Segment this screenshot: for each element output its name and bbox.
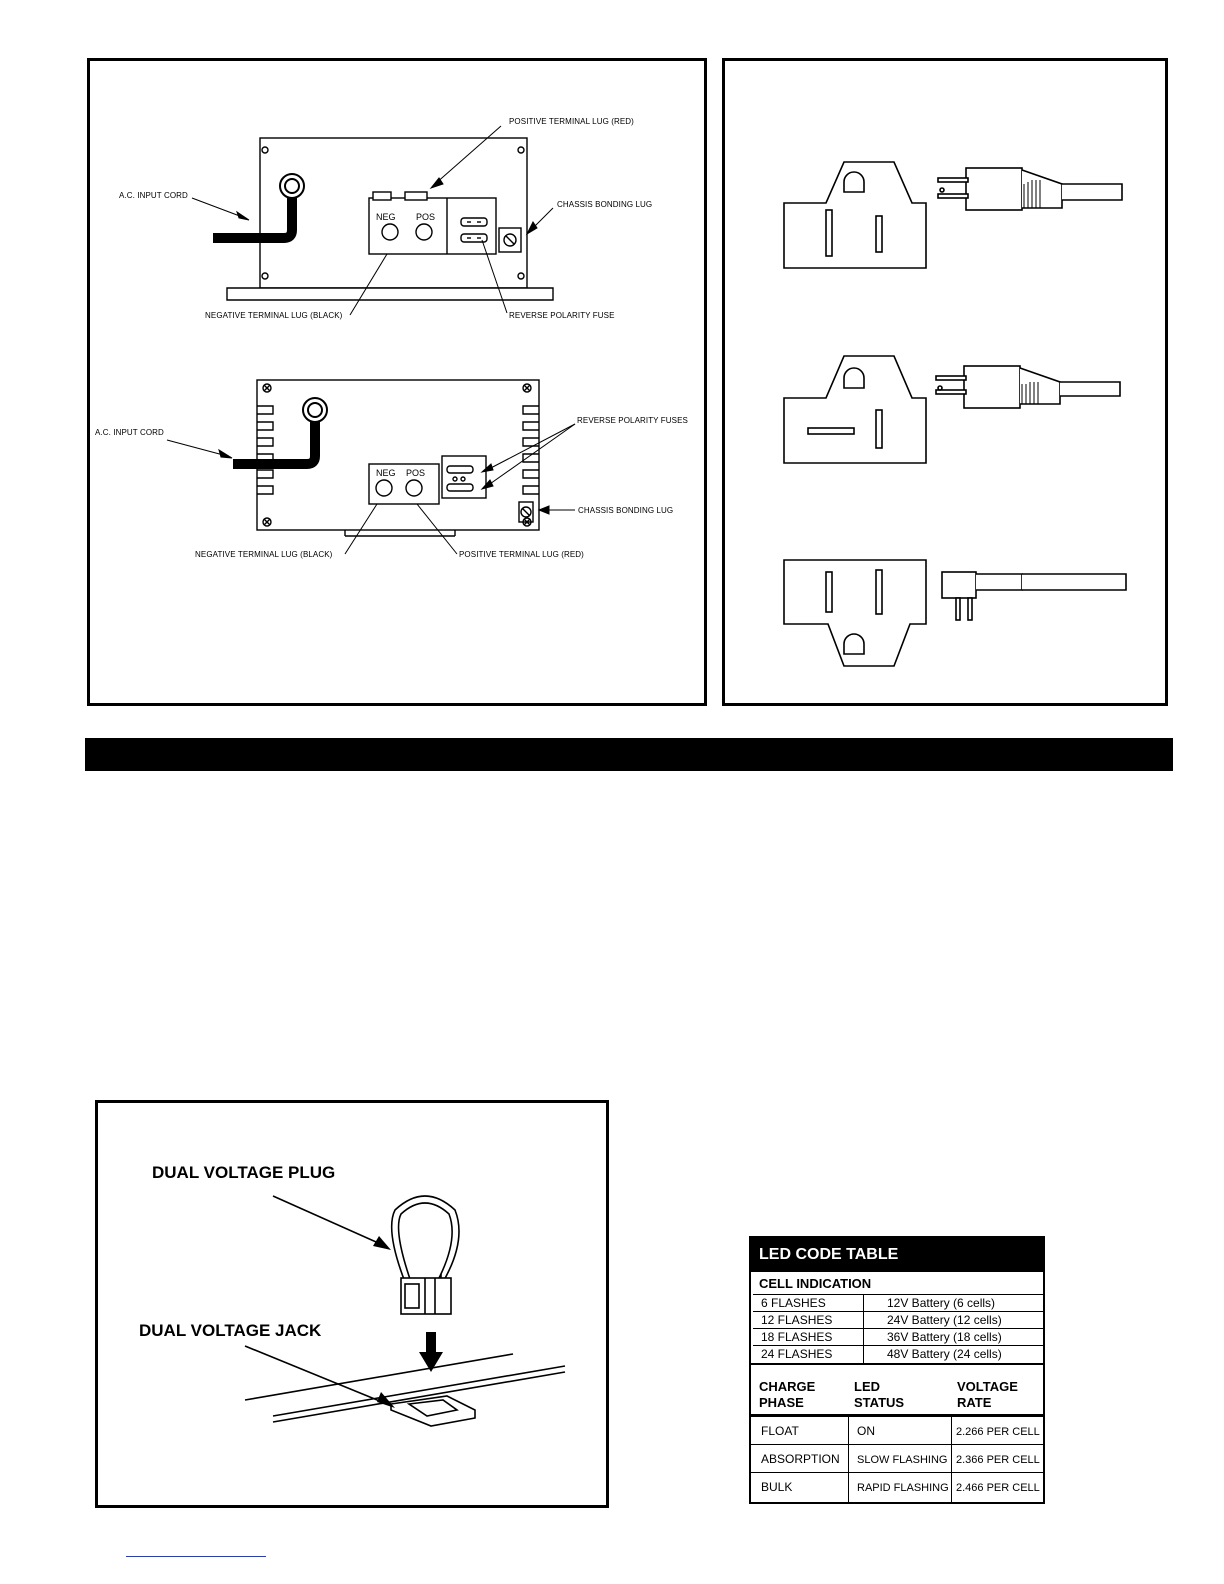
rate-cell: 2.466 PER CELL — [956, 1482, 1040, 1494]
dual-voltage-drawing — [95, 1100, 609, 1508]
table-row — [753, 1311, 1043, 1329]
table-row — [753, 1345, 1043, 1364]
battery-cell: 48V Battery (24 cells) — [887, 1347, 1002, 1361]
flashes-cell: 6 FLASHES — [761, 1296, 826, 1310]
plug-2 — [964, 366, 1020, 408]
phase-cell: ABSORPTION — [761, 1452, 840, 1466]
table-row — [751, 1444, 1043, 1473]
bottom-pos-label: POS — [406, 468, 426, 478]
led-table-title: LED CODE TABLE — [751, 1238, 1043, 1272]
top-reverse-fuse-label: REVERSE POLARITY FUSE — [509, 311, 615, 320]
bottom-ac-input-label: A.C. INPUT CORD — [95, 428, 164, 437]
bottom-negative-lug-label: NEGATIVE TERMINAL LUG (BLACK) — [195, 550, 333, 559]
battery-cell: 12V Battery (6 cells) — [887, 1296, 996, 1310]
table-row — [753, 1328, 1043, 1346]
col-voltage-rate: VOLTAGE RATE — [957, 1379, 1018, 1410]
table-row — [751, 1472, 1043, 1501]
flashes-cell: 18 FLASHES — [761, 1330, 833, 1344]
col-charge-phase: CHARGE PHASE — [759, 1379, 816, 1410]
top-positive-lug-label: POSITIVE TERMINAL LUG (RED) — [509, 117, 634, 126]
bottom-neg-label: NEG — [376, 468, 396, 478]
bottom-reverse-fuses-label: REVERSE POLARITY FUSES — [577, 416, 688, 425]
footer-link-underline[interactable] — [126, 1556, 266, 1557]
table-row — [751, 1416, 1043, 1445]
bottom-chassis-bond-label: CHASSIS BONDING LUG — [578, 506, 674, 515]
dual-voltage-jack-label: DUAL VOLTAGE JACK — [139, 1321, 322, 1340]
phase-cell: FLOAT — [761, 1424, 799, 1438]
status-cell: ON — [857, 1424, 875, 1438]
top-ac-input-label: A.C. INPUT CORD — [119, 191, 188, 200]
charger-diagrams — [87, 58, 707, 706]
status-cell: SLOW FLASHING — [857, 1454, 948, 1466]
rate-cell: 2.266 PER CELL — [956, 1426, 1040, 1438]
top-negative-lug-label: NEGATIVE TERMINAL LUG (BLACK) — [205, 311, 343, 320]
cell-indication-heading: CELL INDICATION — [759, 1276, 872, 1291]
outlet-plug-diagrams — [722, 58, 1168, 706]
charger-bottom-housing — [257, 380, 539, 530]
bottom-positive-lug-label: POSITIVE TERMINAL LUG (RED) — [459, 550, 584, 559]
led-code-table — [749, 1236, 1045, 1504]
section-header-bar — [85, 738, 1173, 771]
top-pos-label: POS — [416, 212, 436, 222]
plug-1 — [966, 168, 1022, 210]
battery-cell: 24V Battery (12 cells) — [887, 1313, 1002, 1327]
plug-3 — [942, 572, 976, 598]
phase-cell: BULK — [761, 1480, 793, 1494]
col-led-status: LED STATUS — [854, 1379, 905, 1410]
flashes-cell: 12 FLASHES — [761, 1313, 833, 1327]
top-neg-label: NEG — [376, 212, 396, 222]
status-cell: RAPID FLASHING — [857, 1482, 949, 1494]
dual-voltage-plug-label: DUAL VOLTAGE PLUG — [152, 1163, 336, 1182]
flashes-cell: 24 FLASHES — [761, 1347, 833, 1361]
top-chassis-bond-label: CHASSIS BONDING LUG — [557, 200, 653, 209]
rate-cell: 2.366 PER CELL — [956, 1454, 1040, 1466]
table-row — [753, 1294, 1043, 1312]
battery-cell: 36V Battery (18 cells) — [887, 1330, 1002, 1344]
